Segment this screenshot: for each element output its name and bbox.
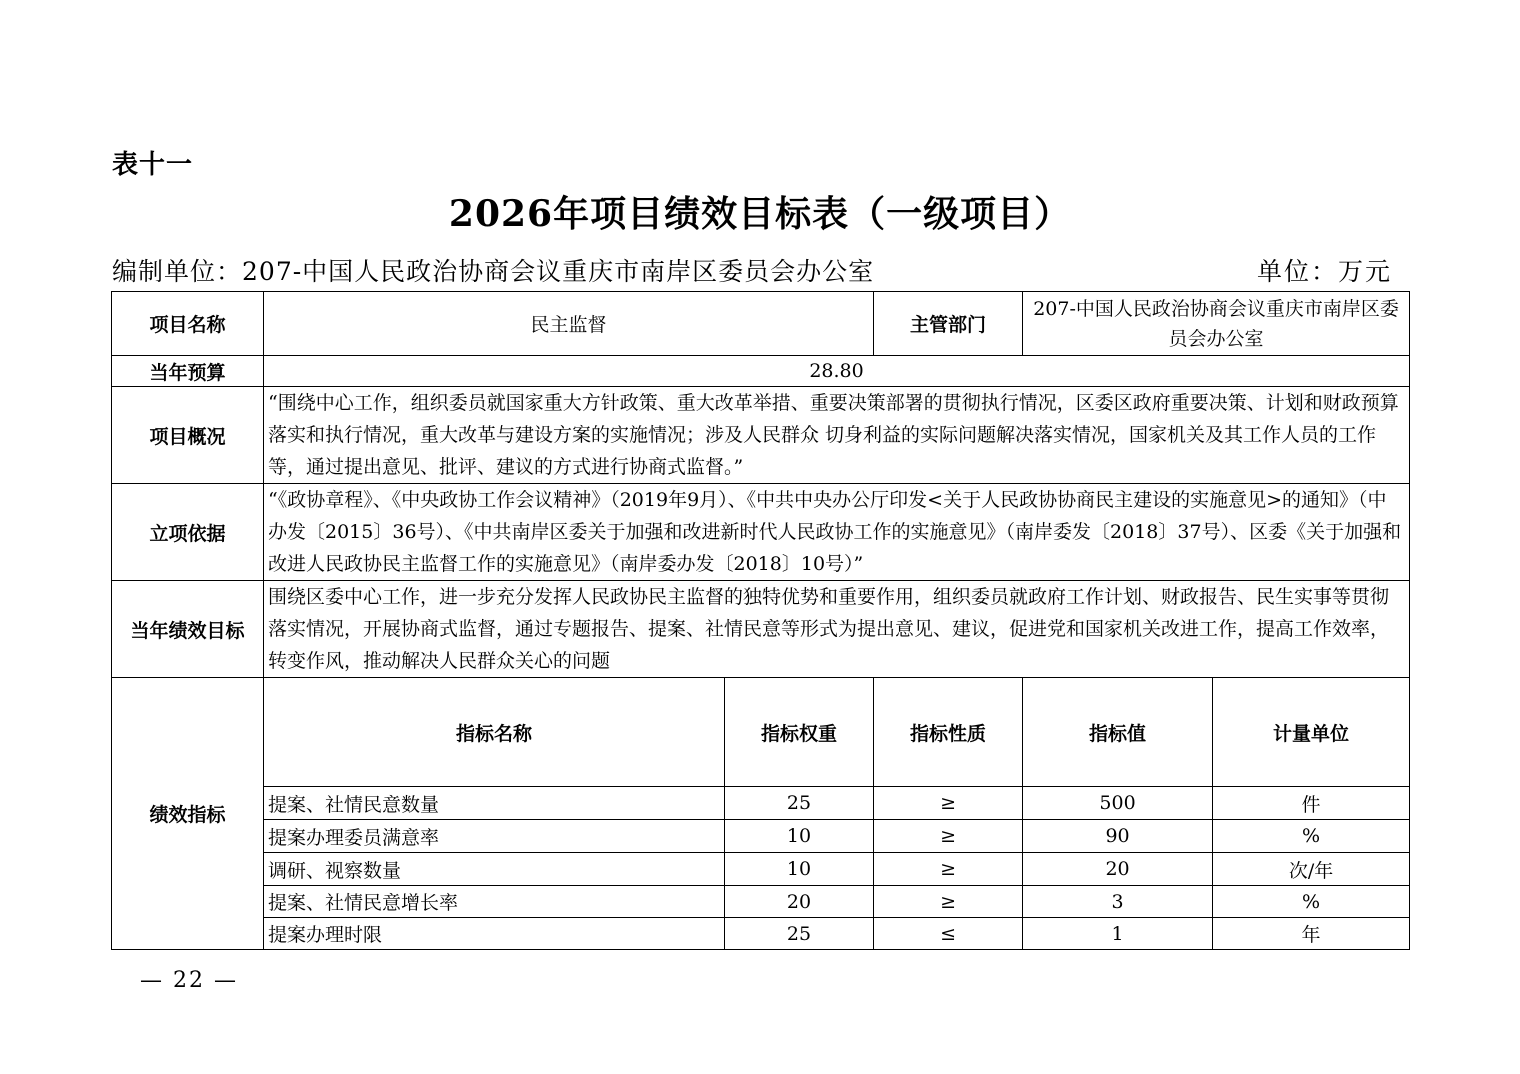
project-name-label: 项目名称	[112, 292, 264, 356]
indicator-value: 90	[1023, 820, 1213, 853]
indicator-value: 20	[1023, 853, 1213, 886]
indicator-nature: ≥	[874, 820, 1023, 853]
indicator-unit: 年	[1213, 918, 1410, 950]
budget-label: 当年预算	[112, 356, 264, 387]
page-number: — 22 —	[140, 968, 238, 993]
column-header: 指标性质	[874, 678, 1023, 787]
indicator-weight: 10	[725, 820, 874, 853]
performance-table	[111, 291, 1410, 950]
indicator-nature: ≥	[874, 886, 1023, 918]
indicator-name: 提案、社情民意数量	[264, 787, 725, 820]
table-row	[112, 820, 1410, 853]
indicators-section-label: 绩效指标	[112, 678, 264, 950]
org-label: 编制单位：	[112, 257, 243, 286]
indicator-unit: 件	[1213, 787, 1410, 820]
indicator-value: 500	[1023, 787, 1213, 820]
table-row	[112, 787, 1410, 820]
table-row	[112, 886, 1410, 918]
column-header: 指标值	[1023, 678, 1213, 787]
indicator-name: 提案办理时限	[264, 918, 725, 950]
indicator-value: 3	[1023, 886, 1213, 918]
indicator-weight: 20	[725, 886, 874, 918]
dept-label: 主管部门	[874, 292, 1023, 356]
column-header: 指标权重	[725, 678, 874, 787]
column-header: 指标名称	[264, 678, 725, 787]
budget-value: 28.80	[264, 356, 1410, 387]
indicator-value: 1	[1023, 918, 1213, 950]
indicator-name: 提案办理委员满意率	[264, 820, 725, 853]
indicator-name: 提案、社情民意增长率	[264, 886, 725, 918]
table-label: 表十一	[112, 150, 194, 180]
column-header: 计量单位	[1213, 678, 1410, 787]
indicator-nature: ≤	[874, 918, 1023, 950]
goal-label: 当年绩效目标	[112, 581, 264, 678]
indicator-unit: 次/年	[1213, 853, 1410, 886]
indicator-weight: 10	[725, 853, 874, 886]
org-line	[112, 252, 874, 288]
overview-label: 项目概况	[112, 387, 264, 484]
goal-value: 围绕区委中心工作，进一步充分发挥人民政协民主监督的独特优势和重要作用，组织委员就政府工作计划、财政报告、民生实事等贯彻落实情况，开展协商式监督，通过专题报告、提案、社情民意等形式为提出意见、建议，促进党和国家机关改进工作，提高工作效率，转变作风，推动解决人民群众关心的问题	[264, 581, 1410, 678]
indicator-weight: 25	[725, 787, 874, 820]
indicator-unit: %	[1213, 820, 1410, 853]
basis-label: 立项依据	[112, 484, 264, 581]
document-title: 2026年项目绩效目标表（一级项目）	[448, 193, 1072, 235]
unit-label: 单位：	[1256, 257, 1338, 286]
table-row	[112, 853, 1410, 886]
project-name-value: 民主监督	[264, 292, 874, 356]
indicator-weight: 25	[725, 918, 874, 950]
overview-value: “围绕中心工作，组织委员就国家重大方针政策、重大改革举措、重要决策部署的贯彻执行情况，区委区政府重要决策、计划和财政预算落实和执行情况，重大改革与建设方案的实施情况；涉及人民群众 切身利益的实际问题解决落实情况，国家机关及其工作人员的工作等，通过提出意见、批评、建议的方式进行协商式监督。”	[264, 387, 1410, 484]
indicator-name: 调研、视察数量	[264, 853, 725, 886]
indicator-unit: %	[1213, 886, 1410, 918]
unit-value: 万元	[1337, 257, 1392, 286]
table-row	[112, 918, 1410, 950]
org-value: 207-中国人民政治协商会议重庆市南岸区委员会办公室	[242, 257, 875, 286]
unit-line	[1257, 252, 1392, 288]
indicator-nature: ≥	[874, 853, 1023, 886]
indicator-nature: ≥	[874, 787, 1023, 820]
dept-value: 207-中国人民政治协商会议重庆市南岸区委员会办公室	[1023, 292, 1410, 356]
basis-value: “《政协章程》、《中央政协工作会议精神》（2019年9月）、《中共中央办公厅印发<关于人民政协协商民主建设的实施意见>的通知》（中办发〔2015〕36号）、《中共南岸区委关于加强和改进新时代人民政协工作的实施意见》（南岸委发〔2018〕37号）、区委《关于加强和改进人民政协民主监督工作的实施意见》（南岸委办发〔2018〕10号）”	[264, 484, 1410, 581]
